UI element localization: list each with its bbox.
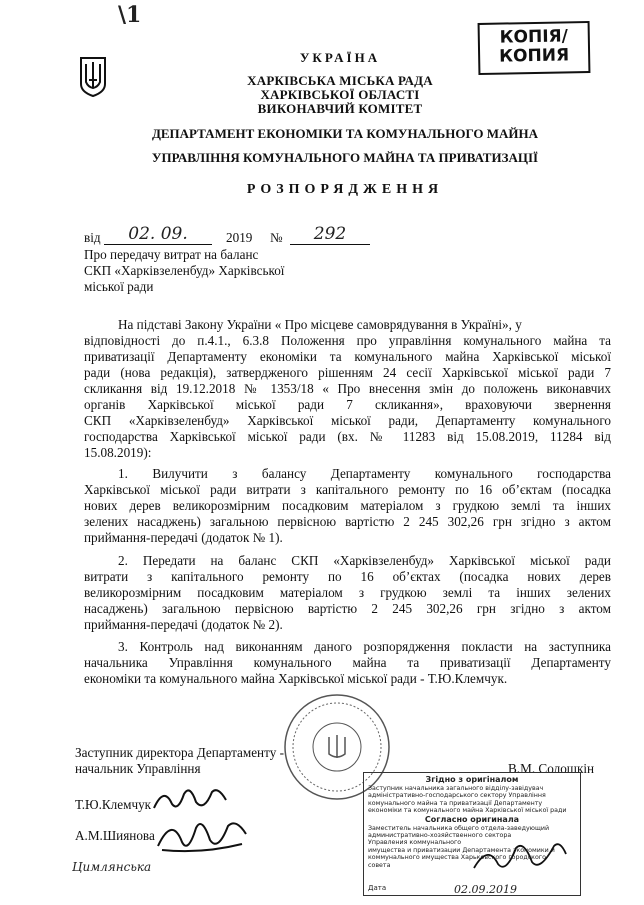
item-2-line: великорозмірним посадковим матеріалом з грудкою землі та інших зелених [84,585,611,600]
meta-number-label: № [270,230,283,245]
header-council-1: ХАРКІВСЬКА МІСЬКА РАДА [247,73,433,88]
subject-line-2: СКП «Харківзеленбуд» Харківської [84,263,285,278]
item-1-line: зелених насаджень) загальною первісною вартістю 2 245 302,26 грн згідно з актом [84,514,611,529]
header-division: УПРАВЛІННЯ КОМУНАЛЬНОГО МАЙНА ТА ПРИВАТИЗАЦІЇ [151,150,539,165]
preamble-line: скликання від 19.12.2018 № 1353/18 « Про внесення змін до положень виконавчих [84,381,611,396]
item-3-line: начальника Управління комунального майна та приватизації Департаменту [84,655,611,670]
signature-position-1: Заступник директора Департаменту - [75,745,284,760]
item-2-line: насаджень) загальною первісною вартістю 2 245 302,26 грн згідно з актом [84,601,611,616]
preamble-line: ради (нова редакція), затвердженого рішенням 24 сесії Харківської міської ради 7 [84,365,611,380]
preamble-line: відповідності до п.4.1., 6.3.8 Положення про управління комунального майна та [84,333,611,348]
preamble-line: органів Харківської міської ради 7 скликання», враховуючи звернення [84,397,611,412]
stamp-text-2: имущества и приватизации Департамента экономики и [368,846,555,854]
meta-date: 02. 09. [104,224,212,245]
meta-year: 2019 [226,230,253,245]
document-type: РОЗПОРЯДЖЕННЯ [246,182,444,197]
stamp-text-2: Управления коммунального [368,839,462,847]
header-department: ДЕПАРТАМЕНТ ЕКОНОМІКИ ТА КОМУНАЛЬНОГО МАЙНА [151,126,539,141]
header-council-2: ХАРКІВСЬКОЇ ОБЛАСТІ [260,87,420,102]
item-2-line: приймання-передачі (додаток № 2). [84,617,283,632]
stamp-text-2: административно-хозяйственного сектора [368,832,512,840]
stamp-title-2: Согласно оригинала [424,814,520,824]
signature-approver-2: А.М.Шиянова [75,828,155,843]
stamp-title-1: Згідно з оригіналом [425,775,519,784]
header-country: УКРАЇНА [299,50,381,65]
stamp-text-2: совета [368,861,391,869]
stamp-date-value: 02.09.2019 [454,882,517,896]
stamp-text-1: адміністративно-господарського сектору Управління [368,792,546,800]
stamp-signature-scribble [470,838,570,878]
subject-line-3: міської ради [84,279,154,294]
meta-from-label: від [84,230,101,245]
signature-handwritten-name: Цимлянська [72,860,152,874]
stamp-text-1: Заступник начальника загального відділу-завідувач [368,785,544,792]
signature-scribble-2 [152,814,252,858]
preamble-line: 15.08.2019): [84,445,152,460]
stamp-text-1: комунального майна та приватизації Департаменту [368,799,543,807]
item-1-line: нових дерев великорозмірним посадковим матеріалом з грудкою землі та інших [84,498,611,513]
signature-position-2: начальник Управління [75,761,201,776]
copy-stamp [478,21,591,75]
top-handwritten-mark: \1 [118,2,142,28]
preamble-line: господарства Харківської міської ради (вх. № 11283 від 15.08.2019, 11284 від [84,429,611,444]
meta-number: 292 [290,224,370,245]
preamble-line: приватизації Департаменту економіки та комунального майна Харківської міської [84,349,611,364]
stamp-text-2: Заместитель начальника общего отдела-заведующий [368,824,550,832]
copy-stamp-line2: КОПИЯ [499,45,570,67]
signature-approver-1: Т.Ю.Клемчук [75,797,152,812]
item-1-line: Харківської міської ради витрати з капітального ремонту по 16 об’єктам (посадка [84,482,611,497]
item-1-line: приймання-передачі (додаток № 1). [84,530,283,545]
item-3-line: 3. Контроль над виконанням даного розпорядження покласти на заступника [118,639,611,654]
signature-signer: В.М. Солошкін [508,761,595,776]
item-2-line: витрати з капітального ремонту по 16 об’єктах (посадка нових дерев [84,569,611,584]
item-3-line: економіки та комунального майна Харківської міської ради - Т.Ю.Клемчук. [84,671,508,686]
preamble-line: На підставі Закону України « Про місцеве самоврядування в Україні», у [118,317,522,332]
stamp-text-2: коммунального имущества Харьковского городского [368,854,546,862]
item-1-line: 1. Вилучити з балансу Департаменту комунального господарства [118,466,611,481]
signature-scribble-1 [150,782,230,816]
coat-of-arms-icon [78,56,108,98]
stamp-text-1: економіки та комунального майна Харківської міської ради [368,807,567,815]
item-2-line: 2. Передати на баланс СКП «Харківзеленбуд» Харківської міської ради [118,553,611,568]
stamp-date-label: Дата [368,883,387,892]
copy-stamp-line1: КОПІЯ/ [499,26,569,48]
header-council-3: ВИКОНАВЧИЙ КОМІТЕТ [257,101,423,116]
subject-line-1: Про передачу витрат на баланс [84,247,259,262]
preamble-line: СКП «Харківзеленбуд» Харківської міської ради, Департаменту комунального [84,413,611,428]
